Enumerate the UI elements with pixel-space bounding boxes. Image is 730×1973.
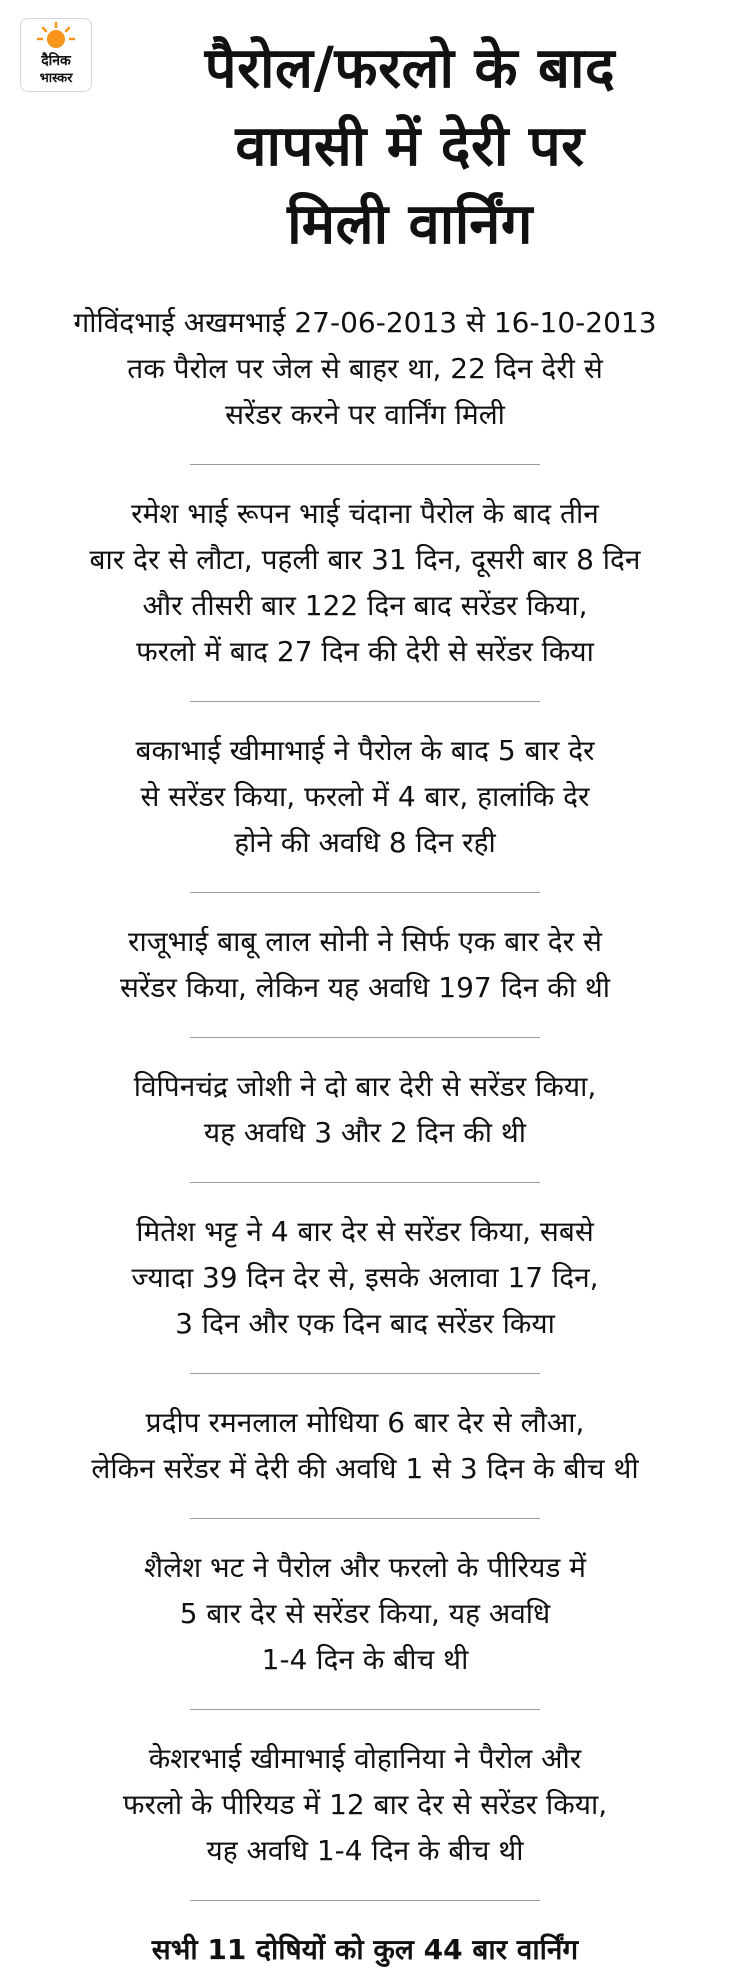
summary-footer: सभी 11 दोषियों को कुल 44 बार वार्निंग <box>151 1933 579 1966</box>
divider <box>190 1709 540 1710</box>
list-item: प्रदीप रमनलाल मोधिया 6 बार देर से लौआ, लेकिन सरेंडर में देरी की अवधि 1 से 3 दिन के बीच थी <box>91 1406 639 1485</box>
list-item: मितेश भट्ट ने 4 बार देर से सरेंडर किया, सबसे ज्यादा 39 दिन देर से, इसके अलावा 17 दिन, 3 दिन और एक दिन बाद सरेंडर किया <box>131 1215 599 1340</box>
sun-circle <box>47 30 65 48</box>
entries-list <box>0 300 730 1973</box>
list-item: बकाभाई खीमाभाई ने पैरोल के बाद 5 बार देर से सरेंडर किया, फरलो में 4 बार, हालांकि देर होने की अवधि 8 दिन रही <box>135 734 595 859</box>
list-item: शैलेश भट ने पैरोल और फरलो के पीरियड में 5 बार देर से सरेंडर किया, यह अवधि 1-4 दिन के बीच थी <box>144 1551 586 1676</box>
list-item: विपिनचंद्र जोशी ने दो बार देरी से सरेंडर किया, यह अवधि 3 और 2 दिन की थी <box>133 1070 597 1149</box>
divider <box>190 1518 540 1519</box>
page-title: पैरोल/फरलो के बाद वापसी में देरी पर मिली वार्निंग <box>204 36 616 257</box>
divider <box>190 1182 540 1183</box>
divider <box>190 464 540 465</box>
divider <box>190 701 540 702</box>
divider <box>190 1037 540 1038</box>
list-item: राजूभाई बाबू लाल सोनी ने सिर्फ एक बार देर से सरेंडर किया, लेकिन यह अवधि 197 दिन की थी <box>120 925 610 1004</box>
divider <box>190 1373 540 1374</box>
divider <box>190 892 540 893</box>
divider <box>190 1900 540 1901</box>
list-item: रमेश भाई रूपन भाई चंदाना पैरोल के बाद तीन बार देर से लौटा, पहली बार 31 दिन, दूसरी बार 8 दिन और तीसरी बार 122 दिन बाद सरेंडर किया, फरलो में बाद 27 दिन की देरी से सरेंडर किया <box>89 497 641 668</box>
brand-line1: दैनिक <box>41 53 71 69</box>
list-item: गोविंदभाई अखमभाई 27-06-2013 से 16-10-2013 तक पैरोल पर जेल से बाहर था, 22 दिन देरी से सरेंडर करने पर वार्निंग मिली <box>73 306 657 431</box>
sun-logo-icon <box>21 19 91 91</box>
brand-logo <box>20 18 92 92</box>
brand-line2: भास्कर <box>39 71 73 86</box>
list-item: केशरभाई खीमाभाई वोहानिया ने पैरोल और फरलो के पीरियड में 12 बार देर से सरेंडर किया, यह अवधि 1-4 दिन के बीच थी <box>122 1742 608 1867</box>
